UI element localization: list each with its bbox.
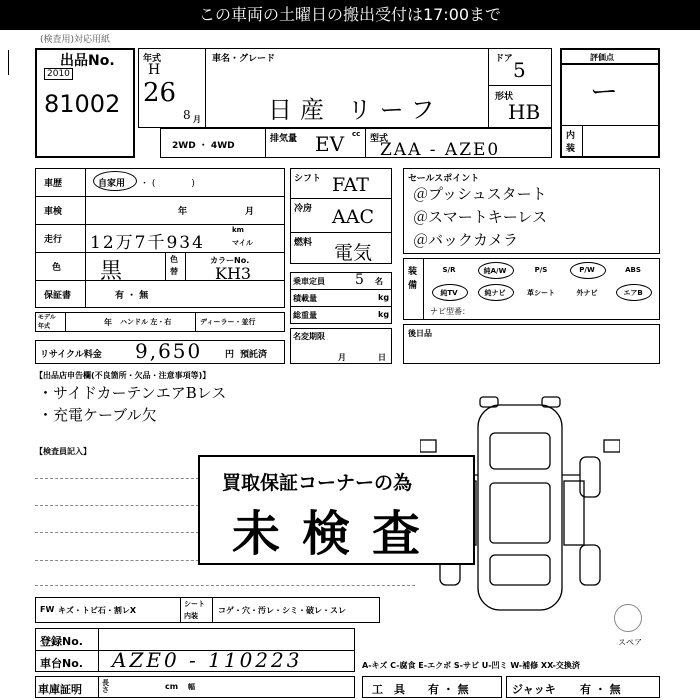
header-note: (検査用)対応用紙 xyxy=(40,35,111,45)
register-label: 登録No. xyxy=(40,635,83,648)
color-label: 色 xyxy=(52,263,62,273)
sales-item-3: ＠バックカメラ xyxy=(413,231,519,249)
lot-year-tag: 2010 xyxy=(44,68,73,80)
model-year-label2: 年式 xyxy=(38,323,51,330)
equipment-item: 純TV xyxy=(440,289,458,297)
fuel-value: 電気 xyxy=(334,242,373,264)
equipment-label: 装備 xyxy=(408,267,418,291)
color-value: 黒 xyxy=(100,259,123,284)
weight-unit: kg xyxy=(378,310,390,319)
color-no-value: KH3 xyxy=(215,264,252,283)
after-date-box xyxy=(403,324,660,364)
equipment-circle xyxy=(432,284,468,301)
recycle-note: 預託済 xyxy=(240,350,268,360)
stamp-line1: 買取保証コーナーの為 xyxy=(222,472,413,494)
displacement-label: 排気量 xyxy=(270,134,298,144)
chassis-value: AZE0 - 110223 xyxy=(112,648,303,672)
fuel-label: 燃料 xyxy=(294,238,313,248)
aircon-label: 冷房 xyxy=(294,204,313,214)
model-year-label1: モデル xyxy=(38,314,56,321)
capacity-label: 乗車定員 xyxy=(293,277,325,286)
displacement-unit: cc xyxy=(352,130,361,138)
inspection-month: 月 xyxy=(245,207,255,217)
seat-label1: シート xyxy=(184,600,205,608)
shift-label: シフト xyxy=(294,174,322,184)
year-label: 年式 xyxy=(143,54,162,64)
doors-label: ドア xyxy=(495,54,513,64)
color-tag2: 替 xyxy=(170,267,178,276)
doors-value: 5 xyxy=(513,58,526,82)
model-year-dealer: ディーラー・並行 xyxy=(200,318,256,326)
fw-label: FW xyxy=(40,605,55,614)
equipment-circle xyxy=(478,284,514,301)
exhibitor-line1: ・サイドカーテンエアBレス xyxy=(38,384,227,402)
equipment-item: 純ナビ xyxy=(484,289,506,297)
load-label: 積載量 xyxy=(293,294,317,303)
capacity-value: 5 xyxy=(355,272,364,288)
equipment-circle xyxy=(616,284,652,301)
load-unit: kg xyxy=(378,293,390,302)
margin-mark xyxy=(8,50,9,75)
grade-value: ー xyxy=(590,75,619,108)
chassis-label: 車台No. xyxy=(40,657,83,670)
tools-label: 工 具 xyxy=(372,683,405,696)
jack-label: ジャッキ xyxy=(512,683,556,696)
seat-text: コゲ・穴・汚レ・シミ・破レ・スレ xyxy=(218,606,346,615)
equipment-circle xyxy=(478,262,514,279)
inspector-label: 【検査員記入】 xyxy=(35,447,91,456)
equipment-item: 革シート xyxy=(527,289,555,297)
year-month-unit: 月 xyxy=(193,115,201,124)
certificate-length: 長さ xyxy=(102,679,109,694)
equipment-item: P/S xyxy=(534,266,548,274)
recycle-value: 9,650 xyxy=(135,339,203,363)
year-era: H xyxy=(148,62,161,78)
equipment-item: エアB xyxy=(623,289,643,297)
mileage-value: 12万7千934 xyxy=(90,233,205,253)
sales-label: セールスポイント xyxy=(408,174,480,184)
name-change-label: 名変期限 xyxy=(293,332,325,341)
equipment-item: 純A/W xyxy=(483,267,507,275)
seat-label2: 内装 xyxy=(184,612,198,620)
tools-value: 有 ・ 無 xyxy=(428,683,469,696)
year-value: 26 xyxy=(143,78,177,108)
inspection-year: 年 xyxy=(178,207,188,217)
shift-value: FAT xyxy=(332,174,369,196)
stamp-line2: 未検査 xyxy=(232,506,443,562)
displacement-value: EV xyxy=(315,132,345,156)
certificate-box xyxy=(35,676,355,698)
model-value: ZAA - AZE0 xyxy=(380,140,501,160)
recycle-label: リサイクル料金 xyxy=(40,350,102,360)
name-change-month: 月 xyxy=(338,353,346,362)
name-change-day: 日 xyxy=(378,353,386,362)
spare-label: スペア xyxy=(618,638,642,647)
banner-text: この車両の土曜日の搬出受付は17:00まで xyxy=(198,5,502,24)
equipment-circle xyxy=(570,262,606,279)
warranty-label: 保証書 xyxy=(44,291,72,301)
fw-text: キズ・トビ石・割レX xyxy=(58,606,137,615)
lot-number: 81002 xyxy=(44,90,121,118)
recycle-unit: 円 xyxy=(225,350,235,360)
model-year-handle: ハンドル 左・右 xyxy=(120,318,172,326)
top-banner xyxy=(0,0,700,30)
jack-value: 有 ・ 無 xyxy=(580,683,621,696)
interior-label: 内装 xyxy=(566,131,576,154)
car-name-value: 日産 リーフ xyxy=(268,96,443,124)
sales-item-2: ＠スマートキーレス xyxy=(413,208,547,226)
sales-item-1: ＠プッシュスタート xyxy=(413,185,547,203)
spare-circle xyxy=(614,604,642,632)
exhibitor-label: 【出品店申告欄(不良箇所・欠品・注意事項等)】 xyxy=(35,371,211,380)
certificate-label: 車庫証明 xyxy=(38,683,82,696)
lot-label: 出品No. xyxy=(60,53,115,69)
history-rest: ・ ( ) xyxy=(140,179,195,189)
aircon-value: AAC xyxy=(332,206,374,228)
certificate-cm: cm xyxy=(165,682,179,691)
equipment-item: P/W xyxy=(579,266,595,274)
color-tag1: 色 xyxy=(170,255,178,264)
mileage-unit-km: km xyxy=(232,226,244,234)
color-no-label: カラーNo. xyxy=(210,256,250,265)
mileage-label: 走行 xyxy=(44,235,63,245)
weight-label: 総重量 xyxy=(293,311,317,320)
navi-label: ナビ型番： xyxy=(430,307,470,316)
mileage-unit-mile: マイル xyxy=(232,239,253,247)
shape-value: HB xyxy=(508,100,541,124)
car-name-label: 車名・グレード xyxy=(212,54,276,64)
model-year-year: 年 xyxy=(104,318,112,327)
equipment-item: ABS xyxy=(625,266,641,274)
certificate-width: 幅 xyxy=(188,683,195,691)
equipment-item: 外ナビ xyxy=(576,289,598,297)
model-label: 型式 xyxy=(370,134,389,144)
legend: A-キズ C-腐食 E-エクボ S-サビ U-凹ミ W-補修 XX-交換済 xyxy=(362,661,580,670)
grade-label: 評価点 xyxy=(590,53,614,62)
shape-label: 形状 xyxy=(495,92,514,102)
after-date-label: 後日品 xyxy=(408,329,432,338)
equipment-item: S/R xyxy=(442,266,456,274)
capacity-unit: 名 xyxy=(375,277,383,286)
history-label: 車歴 xyxy=(44,179,63,189)
exhibitor-line2: ・充電ケーブル欠 xyxy=(38,406,157,424)
inspection-label: 車検 xyxy=(44,207,63,217)
history-value: 自家用 xyxy=(98,179,126,189)
year-month: 8 xyxy=(183,108,191,122)
drive-label: 2WD ・ 4WD xyxy=(172,141,235,151)
warranty-value: 有 ・ 無 xyxy=(115,291,149,301)
